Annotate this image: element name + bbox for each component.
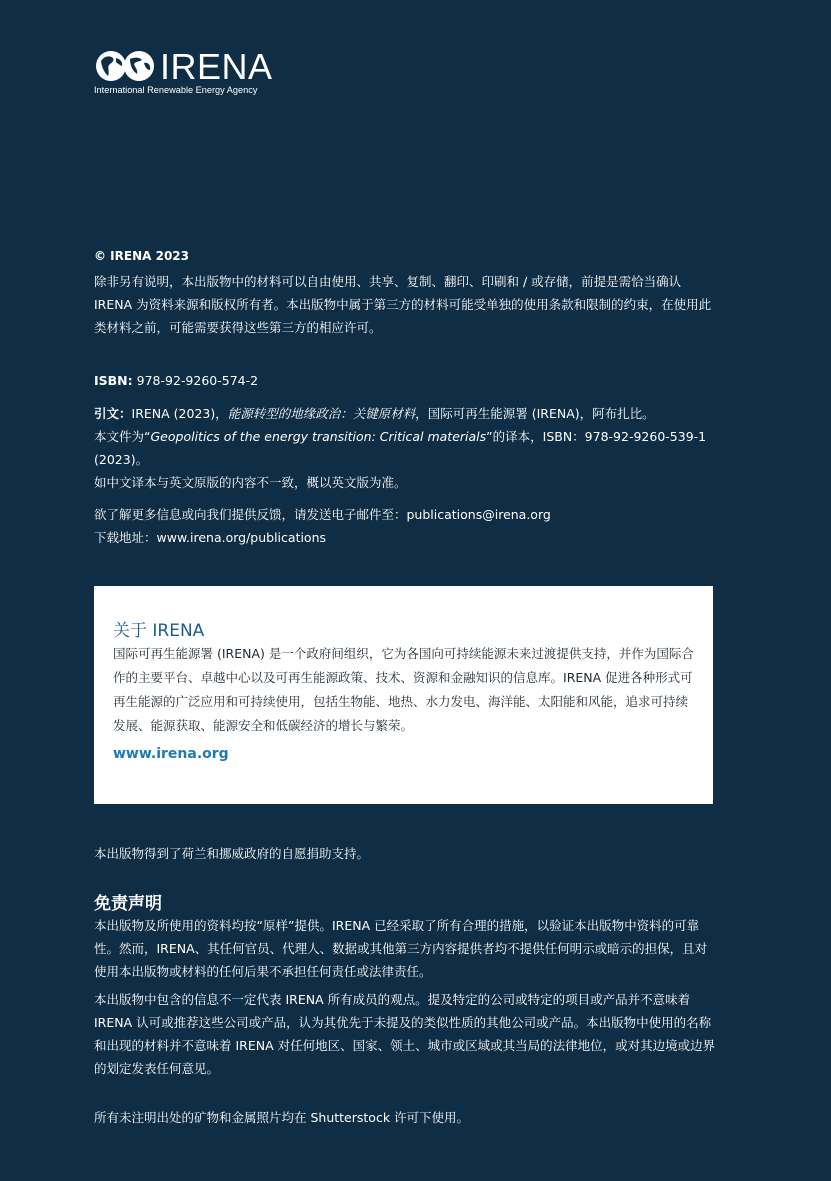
isbn-line <box>94 369 716 392</box>
feedback-line[interactable]: 欲了解更多信息或向我们提供反馈，请发送电子邮件至：publications@irena.org <box>94 507 551 522</box>
translation-original-title: Geopolitics of the energy transition: Critical materials <box>150 429 487 444</box>
citation-prefix: IRENA (2023)， <box>131 406 228 421</box>
globe-icon <box>94 49 158 83</box>
disclaimer-title: 免责声明 <box>94 894 162 914</box>
irena-website-link[interactable]: www.irena.org <box>113 746 229 762</box>
copyright-line: © IRENA 2023 <box>94 249 189 263</box>
photo-credit: 所有未注明出处的矿物和金属照片均在 Shutterstock 许可下使用。 <box>94 1110 470 1125</box>
logo-wordmark: IRENA <box>160 46 273 87</box>
citation-block <box>94 402 716 494</box>
notice-text: 除非另有说明，本出版物中的材料可以自由使用、共享、复制、翻印、印刷和 / 或存储，前提是需恰当确认 IRENA 为资料来源和版权所有者。本出版物中属于第三方的材料可能受单独的使用条款和限制的约束，在使用此类材料之前，可能需要获得这些第三方的相应许可。 <box>94 274 712 335</box>
citation-title: 能源转型的地缘政治：关键原材料 <box>227 406 416 421</box>
isbn-value: 978-92-9260-574-2 <box>132 373 259 388</box>
translation-note: 如中文译本与英文原版的内容不一致，概以英文版为准。 <box>94 475 407 490</box>
about-irena-box <box>94 586 713 804</box>
logo-subtitle: International Renewable Energy Agency <box>94 85 258 95</box>
isbn-label: ISBN: <box>94 373 133 388</box>
disclaimer-text-2: 本出版物中包含的信息不一定代表 IRENA 所有成员的观点。提及特定的公司或特定的项目或产品并不意味着 IRENA 认可或推荐这些公司或产品，认为其优先于未提及的类似性质的其他公司或产品。本出版物中使用的名称和出现的材料并不意味着 IRENA 对任何地区、国家、领土、城市或区域或其当局的法律地位，或对其边境或边界的划定发表任何意见。 <box>94 992 716 1076</box>
translation-suffix: ”的译本，ISBN：978-92-9260-539-1 (2023)。 <box>94 429 707 467</box>
citation-suffix: ，国际可再生能源署 (IRENA)，阿布扎比。 <box>415 406 655 421</box>
citation-label: 引文： <box>94 406 132 421</box>
about-text: 国际可再生能源署 (IRENA) 是一个政府间组织，它为各国向可持续能源未来过渡提供支持，并作为国际合作的主要平台、卓越中心以及可再生能源政策、技术、资源和金融知识的信息库。IRENA 促进各种形式可再生能源的广泛应用和可持续使用，包括生物能、地热、水力发电、海洋能、太阳能和风能，追求可持续发展、能源获取、能源安全和低碳经济的增长与繁荣。 <box>113 646 694 733</box>
disclaimer-paragraph-1 <box>94 914 716 983</box>
about-title: 关于 IRENA <box>113 621 205 641</box>
irena-logo <box>94 46 284 99</box>
funding-note: 本出版物得到了荷兰和挪威政府的自愿捐助支持。 <box>94 846 370 861</box>
translation-prefix: 本文件为“ <box>94 429 151 444</box>
disclaimer-text-1: 本出版物及所使用的资料均按“原样”提供。IRENA 已经采取了所有合理的措施，以验证本出版物中资料的可靠性。然而，IRENA、其任何官员、代理人、数据或其他第三方内容提供者均不提供任何明示或暗示的担保，且对使用本出版物或材料的任何后果不承担任何责任或法律责任。 <box>94 918 708 979</box>
copyright-notice <box>94 270 716 339</box>
contact-block <box>94 503 716 549</box>
disclaimer-paragraph-2 <box>94 988 716 1080</box>
download-line[interactable]: 下载地址：www.irena.org/publications <box>94 530 327 545</box>
